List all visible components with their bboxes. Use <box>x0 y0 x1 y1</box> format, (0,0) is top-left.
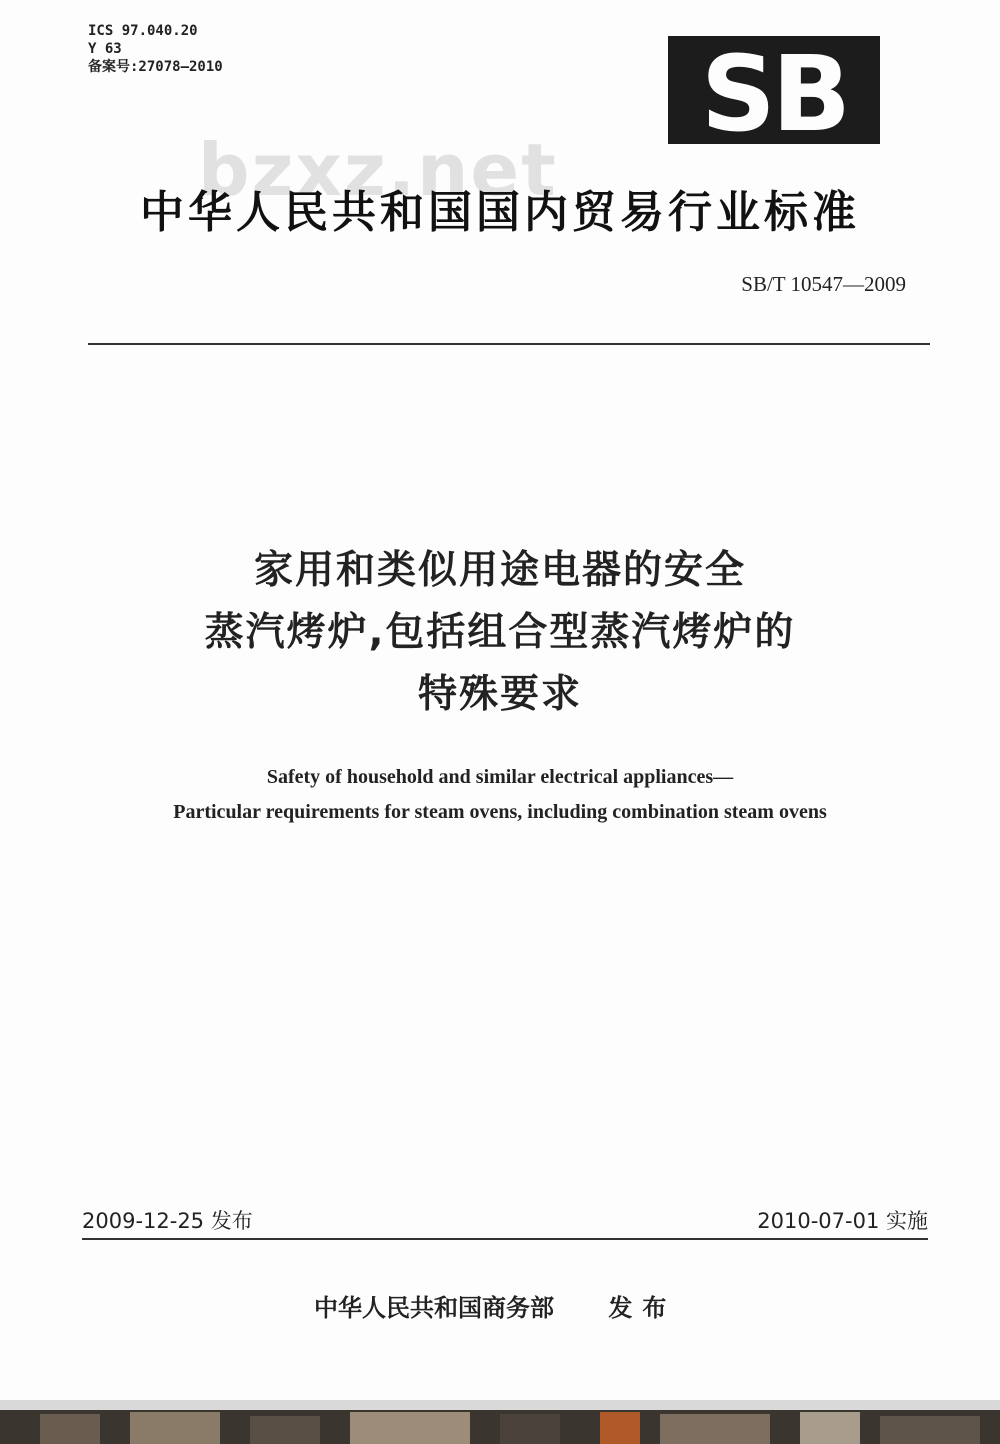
sb-logo <box>668 36 880 144</box>
publisher-line <box>314 1288 676 1323</box>
bottom-photo-strip <box>0 1400 1000 1444</box>
chinese-title-line: 特殊要求 <box>417 672 582 717</box>
header-divider <box>88 343 930 345</box>
chinese-title-line: 家用和类似用途电器的安全 <box>253 548 746 593</box>
chinese-title-line: 蒸汽烤炉,包括组合型蒸汽烤炉的 <box>204 610 796 655</box>
english-title-line: Safety of household and similar electrical appliances— <box>266 766 734 788</box>
ics-code: ICS 97.040.20 <box>88 23 198 39</box>
english-title <box>0 760 1000 830</box>
issue-date: 2009-12-25 发布 <box>82 1209 253 1233</box>
ccs-code: Y 63 <box>88 41 122 57</box>
publisher-action: 发布 <box>608 1294 677 1322</box>
standard-category-title: 中华人民共和国国内贸易行业标准 <box>140 187 860 238</box>
publisher-name: 中华人民共和国商务部 <box>314 1294 554 1322</box>
sb-logo-text: SB <box>700 36 848 144</box>
filing-number: 备案号:27078—2010 <box>88 59 223 75</box>
standard-code: SB/T 10547—2009 <box>741 272 906 296</box>
footer-divider <box>82 1238 928 1240</box>
english-title-line: Particular requirements for steam ovens, including combination steam ovens <box>173 801 827 823</box>
implementation-date: 2010-07-01 实施 <box>757 1209 928 1233</box>
chinese-title <box>0 540 1000 726</box>
classification-block <box>88 22 223 76</box>
watermark: bzxz.net <box>198 128 558 212</box>
